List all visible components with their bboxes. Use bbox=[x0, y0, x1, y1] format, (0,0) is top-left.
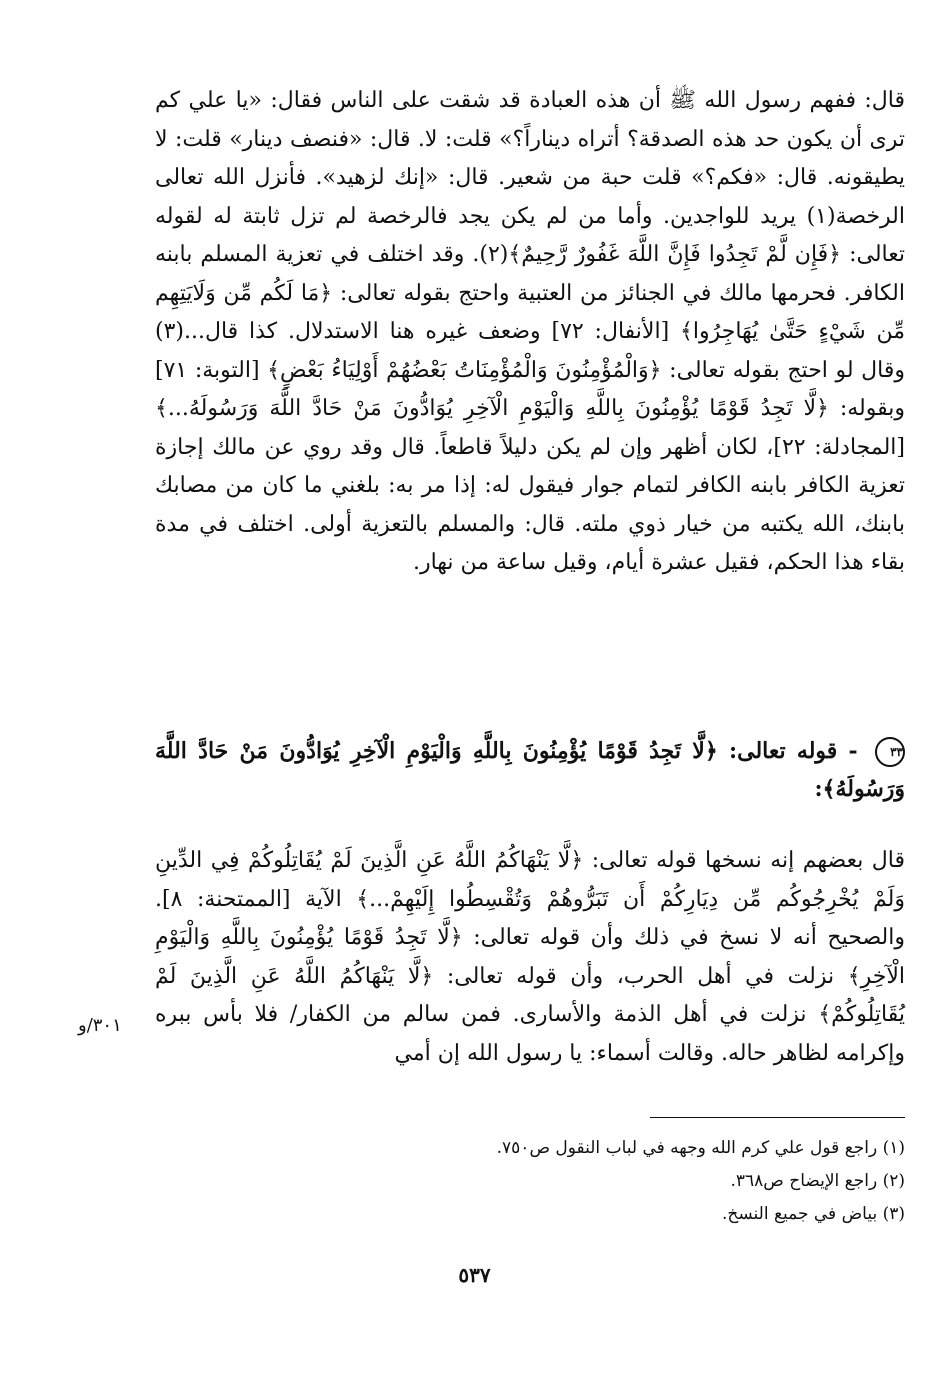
second-text-block bbox=[155, 842, 905, 1073]
footnotes bbox=[400, 1132, 905, 1231]
section-heading-text: - قوله تعالى: ﴿لَّا تَجِدُ قَوْمًا يُؤْمِنُونَ بِاللَّهِ وَالْيَوْمِ الْآخِرِ يُوَادُّونَ مَنْ حَادَّ اللَّهَ وَرَسُولَهُ﴾: bbox=[155, 738, 905, 802]
footnote-divider bbox=[650, 1117, 905, 1118]
footnote-item: (٢) راجع الإيضاح ص٣٦٨. bbox=[730, 1171, 905, 1191]
paragraph: قال: ففهم رسول الله ﷺ أن هذه العبادة قد شقت على الناس فقال: «يا علي كم ترى أن يكون حد هذه الصدقة؟ أتراه ديناراً؟» قلت: لا. قال: «فنصف دينار» قلت: لا يطيقونه. قال: «فكم؟» قلت حبة من شعير. قال: «إنك لزهيد». فأنزل الله تعالى الرخصة(١) يريد للواجدين. وأما من لم يكن يجد فالرخصة لم تزل ثابتة له لقوله تعالى: ﴿فَإِن لَّمْ تَجِدُوا فَإِنَّ اللَّهَ غَفُورٌ رَّحِيمٌ﴾(٢). وقد اختلف في تعزية المسلم بابنه الكافر. فحرمها مالك في الجنائز من العتبية واحتج بقوله تعالى: ﴿مَا لَكُم مِّن وَلَايَتِهِم مِّن شَيْءٍ حَتَّىٰ يُهَاجِرُوا﴾ [الأنفال: ٧٢] وضعف غيره هنا الاستدلال. كذا قال...(٣) وقال لو احتج بقوله تعالى: ﴿وَالْمُؤْمِنُونَ وَالْمُؤْمِنَاتُ بَعْضُهُمْ أَوْلِيَاءُ بَعْضٍ﴾ [التوبة: ٧١] وبقوله: ﴿لَّا تَجِدُ قَوْمًا يُؤْمِنُونَ بِاللَّهِ وَالْيَوْمِ الْآخِرِ يُوَادُّونَ مَنْ حَادَّ اللَّهَ وَرَسُولَهُ...﴾ [المجادلة: ٢٢]، لكان أظهر وإن لم يكن دليلاً قاطعاً. قال وقد روي عن مالك إجازة تعزية الكافر بابنه الكافر لتمام جوار فيقول له: إذا مر به: بلغني ما كان من مصابك بابنك، الله يكتبه من خيار ذوي ملته. قال: والمسلم بالتعزية أولى. اختلف في مدة بقاء هذا الحكم، فقيل عشرة أيام، وقيل ساعة من نهار. bbox=[155, 88, 905, 575]
section-number-badge: ٣٣ bbox=[875, 737, 905, 767]
footnote-item: (٣) بياض في جميع النسخ. bbox=[721, 1204, 905, 1224]
footnote-item: (١) راجع قول علي كرم الله وجهه في لباب النقول ص٧٥٠. bbox=[496, 1138, 905, 1158]
main-text-block bbox=[155, 82, 905, 583]
manuscript-folio-note: ٣٠١/و bbox=[78, 1015, 122, 1036]
section-heading bbox=[155, 732, 905, 808]
page-number: ٥٣٧ bbox=[458, 1263, 491, 1287]
paragraph: قال بعضهم إنه نسخها قوله تعالى: ﴿لَّا يَنْهَاكُمُ اللَّهُ عَنِ الَّذِينَ لَمْ يُقَاتِلُوكُمْ فِي الدِّينِ وَلَمْ يُخْرِجُوكُم مِّن دِيَارِكُمْ أَن تَبَرُّوهُمْ وَتُقْسِطُوا إِلَيْهِمْ...﴾ الآية [الممتحنة: ٨]. والصحيح أنه لا نسخ في ذلك وأن قوله تعالى: ﴿لَّا تَجِدُ قَوْمًا يُؤْمِنُونَ بِاللَّهِ وَالْيَوْمِ الْآخِرِ﴾ نزلت في أهل الحرب، وأن قوله تعالى: ﴿لَّا يَنْهَاكُمُ اللَّهُ عَنِ الَّذِينَ لَمْ يُقَاتِلُوكُمْ﴾ نزلت في أهل الذمة والأسارى. فمن سالم من الكفار/ فلا بأس ببره وإكرامه لظاهر حاله. وقالت أسماء: يا رسول الله إن أمي bbox=[155, 848, 905, 1066]
